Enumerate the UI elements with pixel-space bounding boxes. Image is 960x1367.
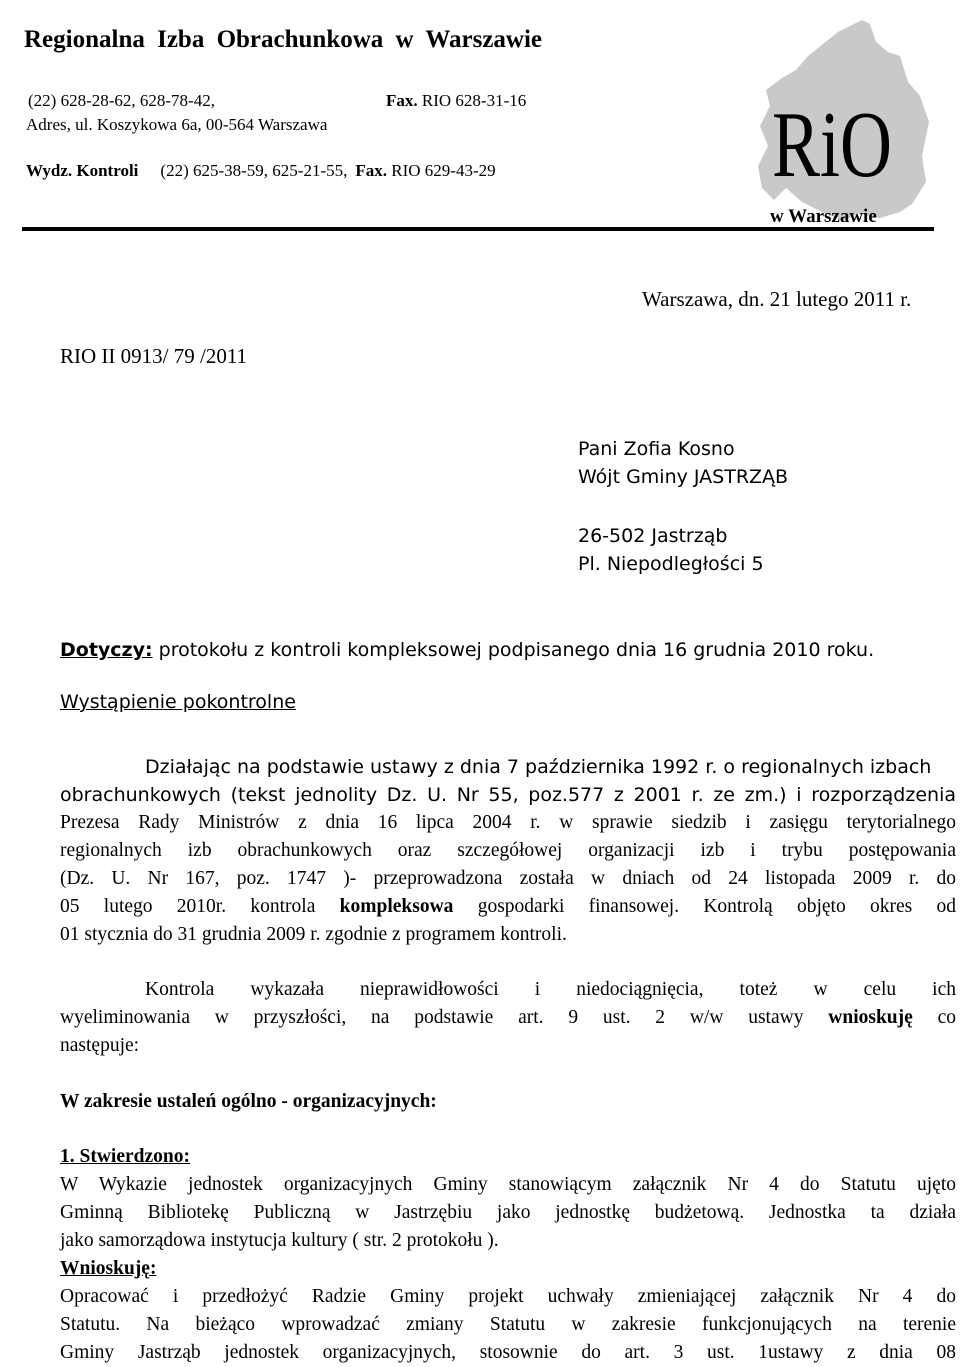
department-label: Wydz. Kontroli: [26, 161, 139, 180]
intro-line: regionalnych izb obrachunkowych oraz szczegółowej organizacji izb i trybu postępowania: [60, 840, 956, 861]
department-phones: (22) 625-38-59, 625-21-55,: [160, 161, 348, 180]
intro-line: obrachunkowych (tekst jednolity Dz. U. Nr 55, poz.577 z 2001 r. ze zm.) i rozporządzenia: [60, 784, 956, 806]
intro-line-1b: o regionalnych izbach: [717, 756, 932, 778]
findings-line: [60, 1004, 956, 1032]
findings-line: Kontrola wykazała nieprawidłowości i niedociągnięcia, toteż w celu ich: [145, 979, 956, 1000]
recipient-title: Wójt Gminy JASTRZĄB: [578, 466, 789, 488]
document-title: Wystąpienie pokontrolne: [60, 691, 296, 713]
header-divider: [22, 227, 934, 231]
intro-emphasis: kompleksowa: [339, 896, 454, 917]
findings-line-2a: wyeliminowania w przyszłości, na podstawie art. 9 ust. 2 w/w ustawy: [60, 1007, 829, 1028]
intro-line: Prezesa Rady Ministrów z dnia 16 lipca 2004 r. w sprawie siedzib i zasięgu terytorialnego: [60, 812, 956, 833]
fax-value: RIO 628-31-16: [417, 91, 527, 110]
recommendation-line: Gminy Jastrząb jednostek organizacyjnych, stosownie do art. 3 ust. 1ustawy z dnia 08: [60, 1342, 956, 1363]
department-fax-label: Fax.: [355, 161, 388, 180]
logo-mark: RiO: [772, 93, 892, 197]
findings-emphasis: wnioskuję: [828, 1007, 913, 1028]
fax-label: Fax.: [386, 91, 418, 110]
section-heading: W zakresie ustaleń ogólno - organizacyjnych:: [60, 1091, 437, 1112]
phone-numbers: (22) 628-28-62, 628-78-42,: [28, 91, 215, 110]
recommendation-line: Statutu. Na bieżąco wprowadzać zmiany Statutu w zakresie funkcjonujących na terenie: [60, 1314, 956, 1335]
finding-line: W Wykazie jednostek organizacyjnych Gminy stanowiącym załącznik Nr 4 do Statutu ujęto: [60, 1174, 956, 1195]
intro-line: [60, 893, 956, 921]
intro-line: 01 stycznia do 31 grudnia 2009 r. zgodnie z programem kontroli.: [60, 924, 567, 945]
department-contact: [26, 161, 496, 181]
intro-line: (Dz. U. Nr 167, poz. 1747 )- przeprowadzona została w dniach od 24 listopada 2009 r. do: [60, 868, 956, 889]
recipient-street: Pl. Niepodległości 5: [578, 553, 764, 575]
logo-subtitle: w Warszawie: [770, 206, 877, 227]
subject-text: protokołu z kontroli kompleksowej podpisanego dnia 16 grudnia 2010 roku.: [152, 639, 875, 661]
intro-line-1a: Działając na podstawie ustawy z dnia 7 października 1992 r.: [145, 756, 718, 778]
recommendation-line: Opracować i przedłożyć Radzie Gminy projekt uchwały zmieniającej załącznik Nr 4 do: [60, 1286, 956, 1307]
fax-number: [386, 91, 526, 111]
subject-label: Dotyczy:: [60, 639, 153, 661]
recipient-name: Pani Zofia Kosno: [578, 438, 735, 460]
reference-number: RIO II 0913/ 79 /2011: [60, 344, 248, 368]
intro-line: [145, 753, 931, 781]
rio-logo: [730, 18, 935, 230]
organization-title: Regionalna Izba Obrachunkowa w Warszawie: [24, 26, 543, 53]
document-date: Warszawa, dn. 21 lutego 2011 r.: [642, 287, 912, 311]
intro-line-6a: 05 lutego 2010r. kontrola: [60, 896, 340, 917]
recipient-postal-code: 26-502 Jastrząb: [578, 525, 728, 547]
address: Adres, ul. Koszykowa 6a, 00-564 Warszawa: [26, 115, 328, 134]
finding-line: Gminną Bibliotekę Publiczną w Jastrzębiu jako jednostkę budżetową. Jednostka ta działa: [60, 1202, 956, 1223]
recommendation-label: Wnioskuję:: [60, 1258, 157, 1279]
finding-label: 1. Stwierdzono:: [60, 1146, 190, 1167]
subject-line: [60, 639, 874, 661]
findings-line: następuje:: [60, 1035, 140, 1056]
intro-line-6c: gospodarki finansowej. Kontrolą objęto okres od: [453, 896, 956, 917]
finding-line: jako samorządowa instytucja kultury ( str. 2 protokołu ).: [60, 1230, 499, 1251]
findings-line-2c: co: [912, 1007, 956, 1028]
department-fax-value: RIO 629-43-29: [387, 161, 496, 180]
